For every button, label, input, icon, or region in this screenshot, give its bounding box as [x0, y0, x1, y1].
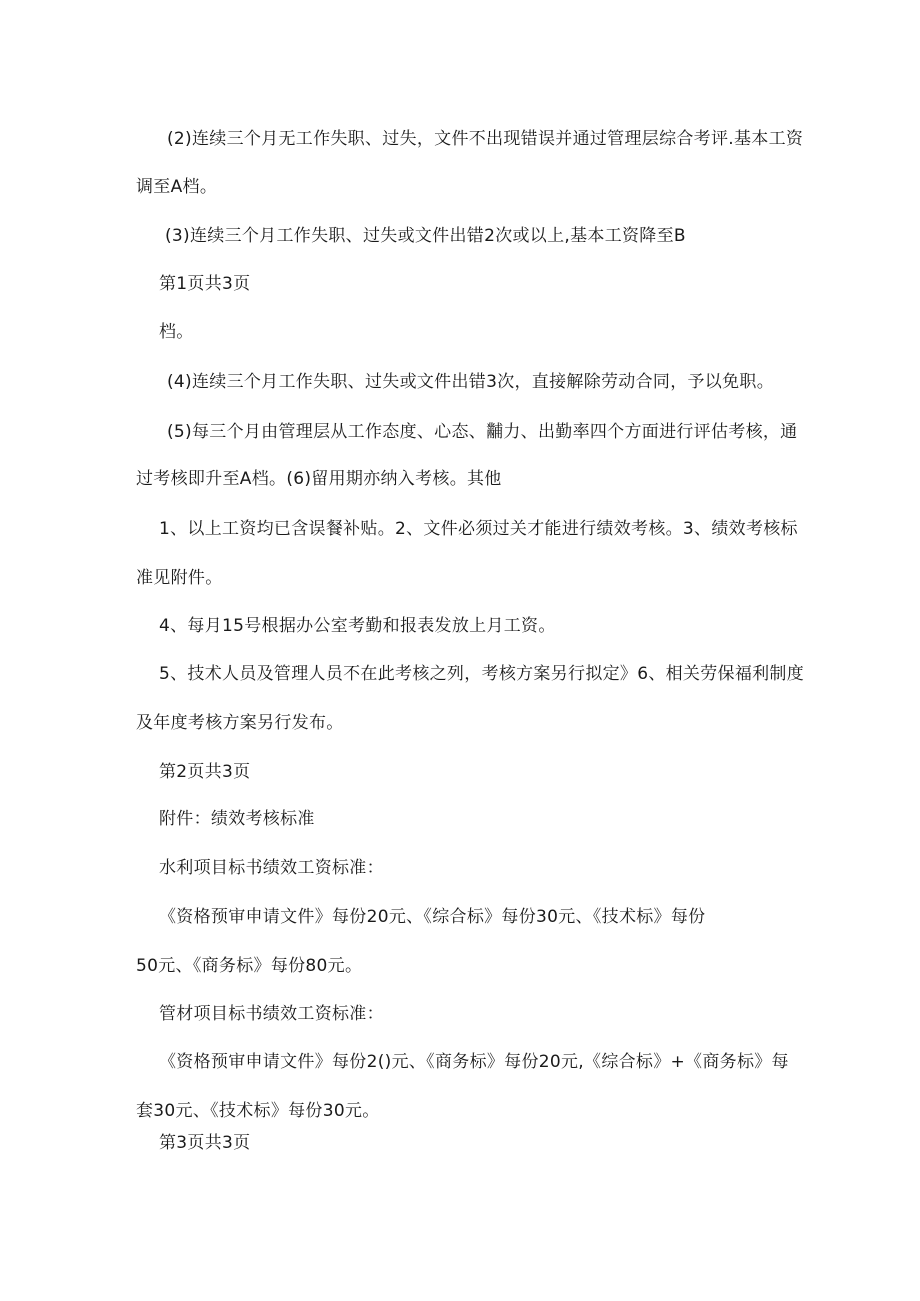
paragraph-line: 套30元、《技术标》每份30元。 — [136, 1101, 380, 1121]
paragraph-line: 4、每月15号根据办公室考勤和报表发放上月工资。 — [159, 616, 556, 636]
paragraph-line: 准见附件。 — [136, 568, 223, 588]
paragraph-line: 5、技术人员及管理人员不在此考核之列，考核方案另行拟定》6、相关劳保福利制度 — [159, 664, 805, 684]
paragraph-line: 《资格预审申请文件》每份20元、《综合标》每份30元、《技术标》每份 — [159, 907, 706, 927]
paragraph-line: 1、以上工资均已含误餐补贴。2、文件必须过关才能进行绩效考核。3、绩效考核标 — [159, 519, 798, 539]
page-number: 第1页共3页 — [159, 274, 251, 294]
page-number: 第2页共3页 — [159, 762, 251, 782]
subsection-heading: 水利项目标书绩效工资标准： — [159, 858, 384, 878]
paragraph-line: (2)连续三个月无工作失职、过失，文件不出现错误并通过管理层综合考评.基本工资 — [167, 129, 804, 149]
paragraph-line: 调至A档。 — [136, 177, 218, 197]
section-heading: 附件：绩效考核标准 — [159, 809, 315, 829]
paragraph-line: (5)每三个月由管理层从工作态度、心态、黼力、出勤率四个方面进行评估考核，通 — [167, 422, 798, 442]
paragraph-line: 过考核即升至A档。(6)留用期亦纳入考核。其他 — [136, 469, 502, 489]
paragraph-line: (3)连续三个月工作失职、过失或文件出错2次或以上,基本工资降至B — [165, 226, 686, 246]
page-number: 第3页共3页 — [159, 1133, 251, 1153]
paragraph-line: (4)连续三个月工作失职、过失或文件出错3次，直接解除劳动合同，予以免职。 — [167, 372, 774, 392]
paragraph-line: 档。 — [159, 322, 194, 342]
paragraph-line: 《资格预审申请文件》每份2()元、《商务标》每份20元,《综合标》+《商务标》每 — [159, 1052, 789, 1072]
paragraph-line: 及年度考核方案另行发布。 — [136, 713, 344, 733]
paragraph-line: 50元、《商务标》每份80元。 — [136, 956, 363, 976]
subsection-heading: 管材项目标书绩效工资标准： — [159, 1004, 384, 1024]
